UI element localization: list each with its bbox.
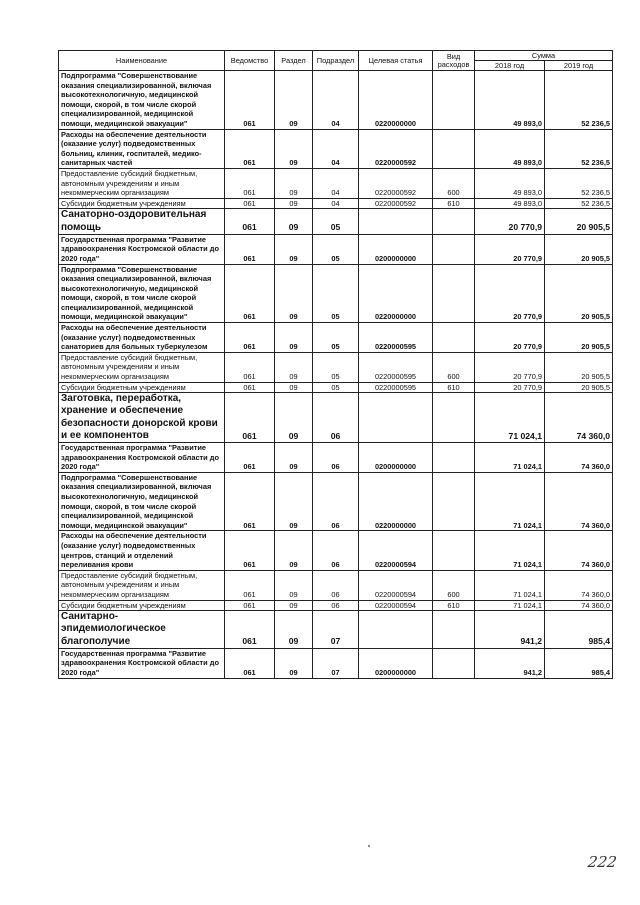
row-subsection: 06 <box>313 393 359 443</box>
row-department: 061 <box>225 234 275 264</box>
row-target-item: 0220000592 <box>359 129 433 168</box>
row-sum-2018: 71 024,1 <box>475 600 545 611</box>
table-row <box>59 393 613 443</box>
row-sum-2019: 52 236,5 <box>545 168 613 198</box>
row-target-item <box>359 393 433 443</box>
col-department-header: Ведомство <box>225 51 275 71</box>
row-section: 09 <box>275 393 313 443</box>
row-expense-type <box>433 393 475 443</box>
row-target-item: 0220000595 <box>359 323 433 353</box>
row-sum-2019: 985,4 <box>545 611 613 649</box>
row-subsection: 05 <box>313 382 359 393</box>
row-department: 061 <box>225 168 275 198</box>
row-sum-2019: 20 905,5 <box>545 352 613 382</box>
col-target-item-header: Целевая статья <box>359 51 433 71</box>
row-sum-2019: 74 360,0 <box>545 443 613 473</box>
row-section: 09 <box>275 611 313 649</box>
row-department: 061 <box>225 264 275 323</box>
row-expense-type: 600 <box>433 352 475 382</box>
row-expense-type: 610 <box>433 198 475 209</box>
table-header <box>59 51 613 71</box>
row-name: Заготовка, переработка, хранение и обеспечение безопасности донорской крови и ее компонентов <box>59 393 225 443</box>
row-sum-2018: 941,2 <box>475 611 545 649</box>
row-target-item: 0220000594 <box>359 570 433 600</box>
row-target-item: 0220000592 <box>359 198 433 209</box>
table-row <box>59 209 613 234</box>
row-subsection: 07 <box>313 648 359 678</box>
row-department: 061 <box>225 393 275 443</box>
row-expense-type <box>433 209 475 234</box>
table-row <box>59 472 613 531</box>
row-department: 061 <box>225 129 275 168</box>
row-name: Предоставление субсидий бюджетным, автономным учреждениям и иным некоммерческим организациям <box>59 352 225 382</box>
row-sum-2019: 74 360,0 <box>545 393 613 443</box>
row-sum-2018: 49 893,0 <box>475 168 545 198</box>
row-sum-2018: 71 024,1 <box>475 531 545 570</box>
row-name: Подпрограмма "Совершенствование оказания специализированной, включая высокотехнологичную, медицинской помощи, скорой, в том числе скорой специализированной, медицинской помощи, медицинской эвакуации" <box>59 472 225 531</box>
table-row <box>59 382 613 393</box>
row-name: Государственная программа "Развитие здравоохранения Костромской области до 2020 года" <box>59 443 225 473</box>
row-name: Субсидии бюджетным учреждениям <box>59 600 225 611</box>
row-target-item: 0220000000 <box>359 264 433 323</box>
row-sum-2018: 20 770,9 <box>475 234 545 264</box>
row-department: 061 <box>225 472 275 531</box>
row-section: 09 <box>275 600 313 611</box>
table-row <box>59 129 613 168</box>
row-name: Государственная программа "Развитие здравоохранения Костромской области до 2020 года" <box>59 234 225 264</box>
row-section: 09 <box>275 531 313 570</box>
row-subsection: 05 <box>313 209 359 234</box>
col-subsection-header: Подраздел <box>313 51 359 71</box>
row-subsection: 04 <box>313 129 359 168</box>
table-row <box>59 611 613 649</box>
row-subsection: 05 <box>313 323 359 353</box>
row-sum-2019: 52 236,5 <box>545 129 613 168</box>
table-row <box>59 71 613 130</box>
row-target-item: 0220000595 <box>359 352 433 382</box>
row-section: 09 <box>275 168 313 198</box>
row-subsection: 04 <box>313 168 359 198</box>
row-section: 09 <box>275 648 313 678</box>
row-sum-2018: 71 024,1 <box>475 570 545 600</box>
row-department: 061 <box>225 600 275 611</box>
row-sum-2019: 20 905,5 <box>545 323 613 353</box>
row-sum-2018: 49 893,0 <box>475 198 545 209</box>
row-section: 09 <box>275 472 313 531</box>
row-subsection: 06 <box>313 443 359 473</box>
row-expense-type <box>433 264 475 323</box>
row-name: Санитарно-эпидемиологическое благополучие <box>59 611 225 649</box>
row-sum-2019: 74 360,0 <box>545 531 613 570</box>
row-section: 09 <box>275 323 313 353</box>
row-subsection: 06 <box>313 570 359 600</box>
table-row <box>59 443 613 473</box>
row-department: 061 <box>225 382 275 393</box>
col-sum-header: Сумма <box>475 51 613 61</box>
row-name: Подпрограмма "Совершенствование оказания специализированной, включая высокотехнологичную, медицинской помощи, скорой, в том числе скорой специализированной, медицинской помощи, медицинской эвакуации" <box>59 264 225 323</box>
row-section: 09 <box>275 352 313 382</box>
scan-speck <box>368 845 370 847</box>
row-name: Предоставление субсидий бюджетным, автономным учреждениям и иным некоммерческим организациям <box>59 168 225 198</box>
budget-table <box>58 50 613 679</box>
row-subsection: 06 <box>313 531 359 570</box>
row-sum-2019: 52 236,5 <box>545 71 613 130</box>
row-name: Предоставление субсидий бюджетным, автономным учреждениям и иным некоммерческим организациям <box>59 570 225 600</box>
row-sum-2019: 74 360,0 <box>545 600 613 611</box>
row-sum-2019: 52 236,5 <box>545 198 613 209</box>
row-sum-2019: 20 905,5 <box>545 209 613 234</box>
row-department: 061 <box>225 531 275 570</box>
row-sum-2019: 985,4 <box>545 648 613 678</box>
row-department: 061 <box>225 611 275 649</box>
row-subsection: 05 <box>313 234 359 264</box>
row-expense-type <box>433 648 475 678</box>
table-row <box>59 648 613 678</box>
col-name-header: Наименование <box>59 51 225 71</box>
row-target-item: 0220000594 <box>359 531 433 570</box>
table-body <box>59 71 613 679</box>
row-subsection: 05 <box>313 352 359 382</box>
table-row <box>59 570 613 600</box>
row-section: 09 <box>275 209 313 234</box>
row-sum-2019: 20 905,5 <box>545 264 613 323</box>
row-expense-type <box>433 234 475 264</box>
row-target-item: 0200000000 <box>359 234 433 264</box>
row-expense-type <box>433 472 475 531</box>
table-row <box>59 264 613 323</box>
row-department: 061 <box>225 443 275 473</box>
table-row <box>59 600 613 611</box>
table-row <box>59 234 613 264</box>
table-row <box>59 352 613 382</box>
row-name: Санаторно-оздоровительная помощь <box>59 209 225 234</box>
row-sum-2018: 20 770,9 <box>475 323 545 353</box>
row-sum-2019: 74 360,0 <box>545 472 613 531</box>
row-sum-2018: 20 770,9 <box>475 382 545 393</box>
col-section-header: Раздел <box>275 51 313 71</box>
row-target-item: 0220000000 <box>359 71 433 130</box>
col-year1-header: 2018 год <box>475 61 545 71</box>
row-section: 09 <box>275 264 313 323</box>
row-name: Расходы на обеспечение деятельности (оказание услуг) подведомственных больниц, клиник, госпиталей, медико-санитарных частей <box>59 129 225 168</box>
row-expense-type: 600 <box>433 570 475 600</box>
col-year2-header: 2019 год <box>545 61 613 71</box>
row-section: 09 <box>275 382 313 393</box>
col-expense-type-header: Вид расходов <box>433 51 475 71</box>
row-subsection: 07 <box>313 611 359 649</box>
row-name: Субсидии бюджетным учреждениям <box>59 382 225 393</box>
row-sum-2018: 49 893,0 <box>475 71 545 130</box>
row-name: Подпрограмма "Совершенствование оказания специализированной, включая высокотехнологичную, медицинской помощи, скорой, в том числе скорой специализированной, медицинской помощи, медицинской эвакуации" <box>59 71 225 130</box>
row-subsection: 04 <box>313 71 359 130</box>
row-section: 09 <box>275 443 313 473</box>
row-subsection: 06 <box>313 472 359 531</box>
table-row <box>59 168 613 198</box>
row-name: Расходы на обеспечение деятельности (оказание услуг) подведомственных санаториев для больных туберкулезом <box>59 323 225 353</box>
row-name: Расходы на обеспечение деятельности (оказание услуг) подведомственных центров, станций и отделений переливания крови <box>59 531 225 570</box>
row-target-item: 0200000000 <box>359 648 433 678</box>
row-target-item <box>359 611 433 649</box>
row-section: 09 <box>275 71 313 130</box>
row-expense-type <box>433 129 475 168</box>
row-sum-2019: 20 905,5 <box>545 382 613 393</box>
table-row <box>59 323 613 353</box>
row-department: 061 <box>225 352 275 382</box>
row-target-item: 0200000000 <box>359 443 433 473</box>
row-expense-type: 600 <box>433 168 475 198</box>
row-department: 061 <box>225 323 275 353</box>
row-sum-2018: 20 770,9 <box>475 264 545 323</box>
row-expense-type <box>433 71 475 130</box>
row-target-item <box>359 209 433 234</box>
row-sum-2018: 49 893,0 <box>475 129 545 168</box>
row-department: 061 <box>225 71 275 130</box>
row-department: 061 <box>225 570 275 600</box>
row-department: 061 <box>225 198 275 209</box>
row-department: 061 <box>225 209 275 234</box>
table-row <box>59 198 613 209</box>
row-department: 061 <box>225 648 275 678</box>
row-section: 09 <box>275 570 313 600</box>
row-expense-type <box>433 531 475 570</box>
row-sum-2018: 20 770,9 <box>475 209 545 234</box>
row-name: Государственная программа "Развитие здравоохранения Костромской области до 2020 года" <box>59 648 225 678</box>
row-section: 09 <box>275 129 313 168</box>
row-name: Субсидии бюджетным учреждениям <box>59 198 225 209</box>
row-target-item: 0220000595 <box>359 382 433 393</box>
row-target-item: 0220000592 <box>359 168 433 198</box>
row-expense-type <box>433 443 475 473</box>
row-subsection: 04 <box>313 198 359 209</box>
row-subsection: 06 <box>313 600 359 611</box>
row-sum-2018: 71 024,1 <box>475 472 545 531</box>
row-target-item: 0220000594 <box>359 600 433 611</box>
row-sum-2019: 20 905,5 <box>545 234 613 264</box>
row-sum-2018: 941,2 <box>475 648 545 678</box>
page-number: 222 <box>586 853 618 871</box>
row-sum-2018: 71 024,1 <box>475 443 545 473</box>
row-sum-2019: 74 360,0 <box>545 570 613 600</box>
row-section: 09 <box>275 234 313 264</box>
row-target-item: 0220000000 <box>359 472 433 531</box>
row-sum-2018: 71 024,1 <box>475 393 545 443</box>
row-sum-2018: 20 770,9 <box>475 352 545 382</box>
row-section: 09 <box>275 198 313 209</box>
row-subsection: 05 <box>313 264 359 323</box>
row-expense-type <box>433 611 475 649</box>
row-expense-type: 610 <box>433 600 475 611</box>
row-expense-type <box>433 323 475 353</box>
table-row <box>59 531 613 570</box>
row-expense-type: 610 <box>433 382 475 393</box>
